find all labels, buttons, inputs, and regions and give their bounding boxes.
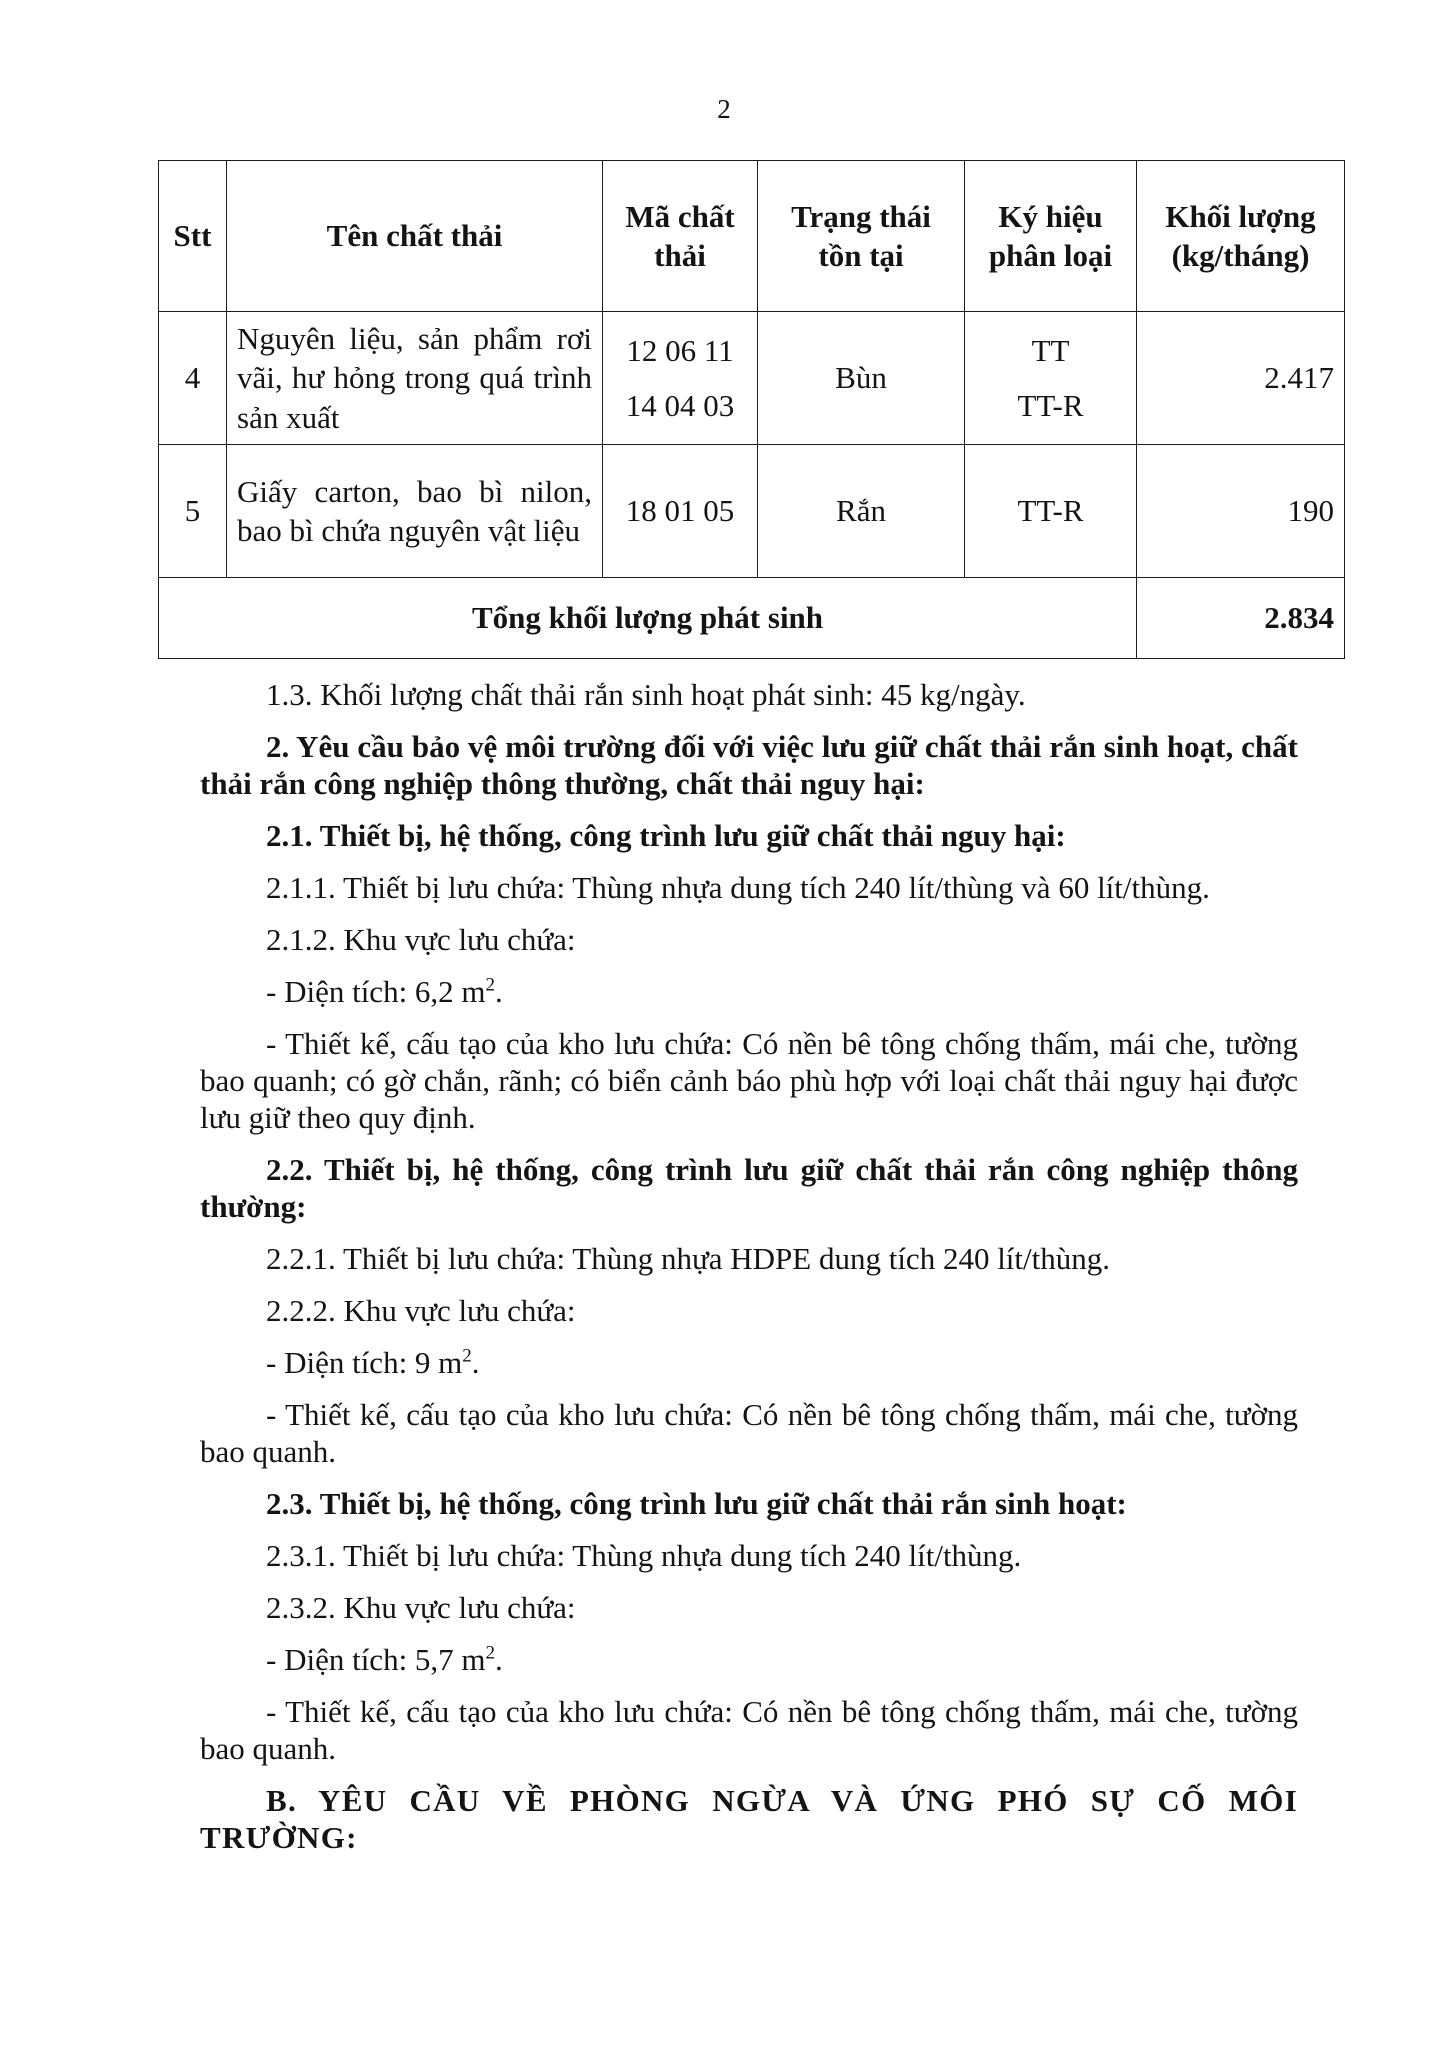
section-2-1-heading: 2.1. Thiết bị, hệ thống, công trình lưu giữ chất thải nguy hại: [266, 818, 1066, 853]
table-row [159, 312, 1345, 445]
total-label: Tổng khối lượng phát sinh [159, 578, 1137, 659]
class-code: TT [1031, 332, 1070, 368]
design-paragraph-hazardous: - Thiết kế, cấu tạo của kho lưu chứa: Có nền bê tông chống thấm, mái che, tường bao quanh; có gờ chắn, rãnh; có biển cảnh báo phù hợp với loại chất thải nguy hại được lưu giữ theo quy định. [200, 1026, 1298, 1135]
header-code: Mã chất thải [603, 161, 758, 312]
area-text: - Diện tích: 5,7 m [266, 1642, 486, 1677]
header-class: Ký hiệu phân loại [965, 161, 1137, 312]
paragraph-2-3-2: 2.3.2. Khu vực lưu chứa: [266, 1590, 576, 1625]
cell-name: Nguyên liệu, sản phẩm rơi vãi, hư hỏng trong quá trình sản xuất [227, 312, 603, 445]
area-unit-sup: 2 [462, 1345, 472, 1367]
table-header-row [159, 161, 1345, 312]
design-paragraph-industrial: - Thiết kế, cấu tạo của kho lưu chứa: Có nền bê tông chống thấm, mái che, tường bao quanh. [200, 1397, 1298, 1469]
cell-mass: 2.417 [1137, 312, 1345, 445]
page-number: 2 [717, 94, 731, 124]
area-line-industrial [200, 1344, 1298, 1381]
section-2-2-heading: 2.2. Thiết bị, hệ thống, công trình lưu giữ chất thải rắn công nghiệp thông thường: [200, 1152, 1298, 1224]
table-total-row [159, 578, 1345, 659]
area-text: - Diện tích: 9 m [266, 1345, 463, 1380]
paragraph-2-2-2: 2.2.2. Khu vực lưu chứa: [266, 1293, 576, 1328]
section-b-heading: B. YÊU CẦU VỀ PHÒNG NGỪA VÀ ỨNG PHÓ SỰ CỐ MÔI TRƯỜNG: [200, 1783, 1298, 1855]
cell-name: Giấy carton, bao bì nilon, bao bì chứa nguyên vật liệu [227, 445, 603, 578]
header-name: Tên chất thải [227, 161, 603, 312]
paragraph-2-1-2: 2.1.2. Khu vực lưu chứa: [266, 922, 576, 957]
paragraph-2-1-1: 2.1.1. Thiết bị lưu chứa: Thùng nhựa dung tích 240 lít/thùng và 60 lít/thùng. [266, 870, 1210, 905]
header-state: Trạng thái tồn tại [758, 161, 965, 312]
section-2-3-heading: 2.3. Thiết bị, hệ thống, công trình lưu giữ chất thải rắn sinh hoạt: [266, 1486, 1127, 1521]
document-body [200, 676, 1298, 1871]
waste-code: 12 06 11 [626, 332, 734, 368]
section-2-heading: 2. Yêu cầu bảo vệ môi trường đối với việc lưu giữ chất thải rắn sinh hoạt, chất thải rắn công nghiệp thông thường, chất thải nguy hại: [200, 729, 1298, 801]
cell-state: Bùn [758, 312, 965, 445]
area-suffix: . [495, 1642, 503, 1677]
cell-state: Rắn [758, 445, 965, 578]
area-unit-sup: 2 [485, 974, 496, 996]
design-paragraph-domestic: - Thiết kế, cấu tạo của kho lưu chứa: Có nền bê tông chống thấm, mái che, tường bao quanh. [200, 1694, 1298, 1766]
waste-code: 14 04 03 [625, 388, 735, 423]
area-text: - Diện tích: 6,2 m [266, 974, 486, 1009]
cell-class [965, 312, 1137, 445]
header-stt: Stt [159, 161, 227, 312]
total-value: 2.834 [1137, 578, 1345, 659]
cell-stt: 4 [159, 312, 227, 445]
area-suffix: . [495, 974, 503, 1009]
cell-code: 18 01 05 [603, 445, 758, 578]
paragraph-2-2-1: 2.2.1. Thiết bị lưu chứa: Thùng nhựa HDPE dung tích 240 lít/thùng. [266, 1241, 1111, 1276]
paragraph-1-3: 1.3. Khối lượng chất thải rắn sinh hoạt phát sinh: 45 kg/ngày. [266, 677, 1026, 712]
waste-table [158, 160, 1345, 659]
header-mass: Khối lượng (kg/tháng) [1137, 161, 1345, 312]
area-line-hazardous [200, 973, 1298, 1010]
class-code: TT-R [1017, 388, 1084, 423]
cell-mass: 190 [1137, 445, 1345, 578]
cell-class: TT-R [965, 445, 1137, 578]
cell-code [603, 312, 758, 445]
area-line-domestic [200, 1641, 1298, 1678]
table-row [159, 445, 1345, 578]
area-unit-sup: 2 [485, 1642, 496, 1664]
cell-stt: 5 [159, 445, 227, 578]
area-suffix: . [471, 1345, 480, 1380]
paragraph-2-3-1: 2.3.1. Thiết bị lưu chứa: Thùng nhựa dung tích 240 lít/thùng. [266, 1538, 1022, 1573]
